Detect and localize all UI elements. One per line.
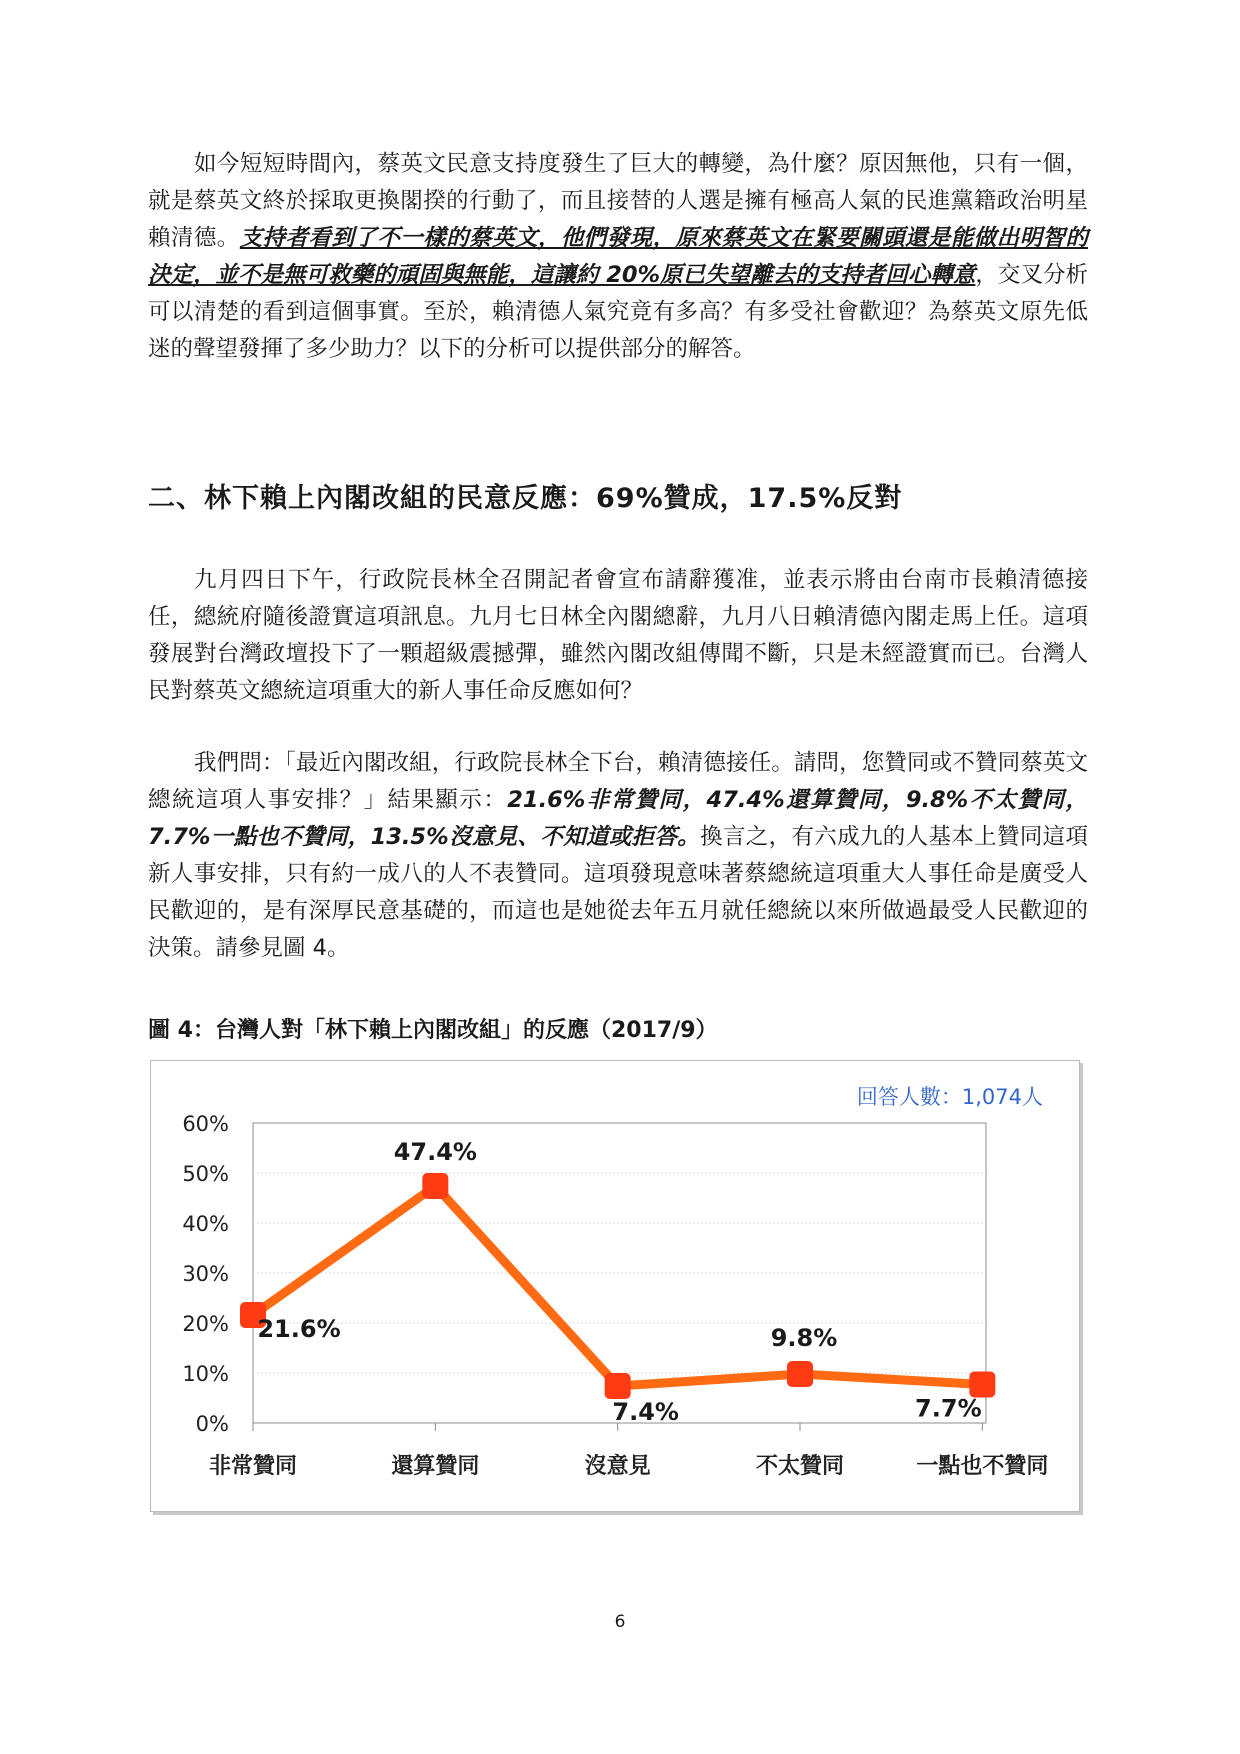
x-tick-label: 沒意見 (584, 1454, 651, 1479)
y-tick-label: 20% (182, 1312, 229, 1336)
data-point (422, 1173, 448, 1199)
paragraph-3-emphasis: 21.6%非常贊同，47.4%還算贊同，9.8%不太贊同，7.7%一點也不贊同，13.5%沒意見、不知道或拒答。 (148, 787, 1088, 850)
y-tick-label: 0% (195, 1412, 229, 1436)
y-tick-label: 60% (182, 1112, 229, 1136)
y-tick-label: 30% (182, 1262, 229, 1286)
y-tick-label: 50% (182, 1162, 229, 1186)
x-tick-label: 非常贊同 (208, 1454, 298, 1479)
data-label: 9.8% (770, 1324, 838, 1352)
data-label: 47.4% (393, 1138, 477, 1166)
data-point (605, 1373, 631, 1399)
y-tick-label: 10% (182, 1362, 229, 1386)
paragraph-3-text-end: 換言之，有六成九的人基本上贊同這項新人事安排，只有約一成八的人不表贊同。這項發現意味著蔡總統這項重大人事任命是廣受人民歡迎的，是有深厚民意基礎的，而這也是她從去年五月就任總統以來所做過最受人民歡迎的決策。請參見圖 4。 (148, 824, 1088, 961)
paragraph-1-text-end: ，交叉分析可以清楚的看到這個事實。至於，賴清德人氣究竟有多高？有多受社會歡迎？為蔡英文原先低迷的聲望發揮了多少助力？以下的分析可以提供部分的解答。 (148, 262, 1088, 362)
paragraph-2-text: 九月四日下午，行政院長林全召開記者會宣布請辭獲准，並表示將由台南市長賴清德接任，總統府隨後證實這項訊息。九月七日林全內閣總辭，九月八日賴清德內閣走馬上任。這項發展對台灣政壇投下了一顆超級震撼彈，雖然內閣改組傳聞不斷，只是未經證實而已。台灣人民對蔡英文總統這項重大的新人事任命反應如何？ (148, 567, 1088, 704)
paragraph-3 (148, 745, 1088, 967)
line-chart (151, 1061, 1079, 1511)
chart-frame (150, 1060, 1080, 1512)
series-line (253, 1186, 982, 1386)
paragraph-1-emphasis: 支持者看到了不一樣的蔡英文，他們發現，原來蔡英文在緊要關頭還是能做出明智的決定，並不是無可救藥的頑固與無能，這讓約 20%原已失望離去的支持者回心轉意 (148, 225, 1088, 288)
x-tick-label: 不太贊同 (755, 1454, 845, 1479)
data-label: 7.4% (612, 1398, 679, 1426)
respondent-count: 回答人數：1,074人 (856, 1085, 1043, 1109)
paragraph-1 (148, 146, 1088, 368)
paragraph-1-text: 如今短短時間內，蔡英文民意支持度發生了巨大的轉變，為什麼？原因無他，只有一個，就是蔡英文終於採取更換閣揆的行動了，而且接替的人選是擁有極高人氣的民進黨籍政治明星賴清德。 (148, 151, 1088, 251)
page-number: 6 (614, 1612, 626, 1632)
data-point (787, 1361, 813, 1387)
paragraph-2 (148, 562, 1088, 710)
data-label: 7.7% (915, 1394, 982, 1423)
y-tick-label: 40% (182, 1212, 229, 1236)
x-tick-label: 一點也不贊同 (916, 1454, 1049, 1479)
x-tick-label: 還算贊同 (391, 1454, 480, 1479)
figure-title: 圖 4：台灣人對「林下賴上內閣改組」的反應（2017/9） (148, 1018, 718, 1043)
paragraph-3-text: 我們問：「最近內閣改組，行政院長林全下台，賴清德接任。請問，您贊同或不贊同蔡英文總統這項人事安排？」結果顯示： (148, 750, 1088, 813)
section-heading: 二、林下賴上內閣改組的民意反應：69%贊成，17.5%反對 (148, 483, 903, 514)
data-label: 21.6% (257, 1315, 341, 1343)
